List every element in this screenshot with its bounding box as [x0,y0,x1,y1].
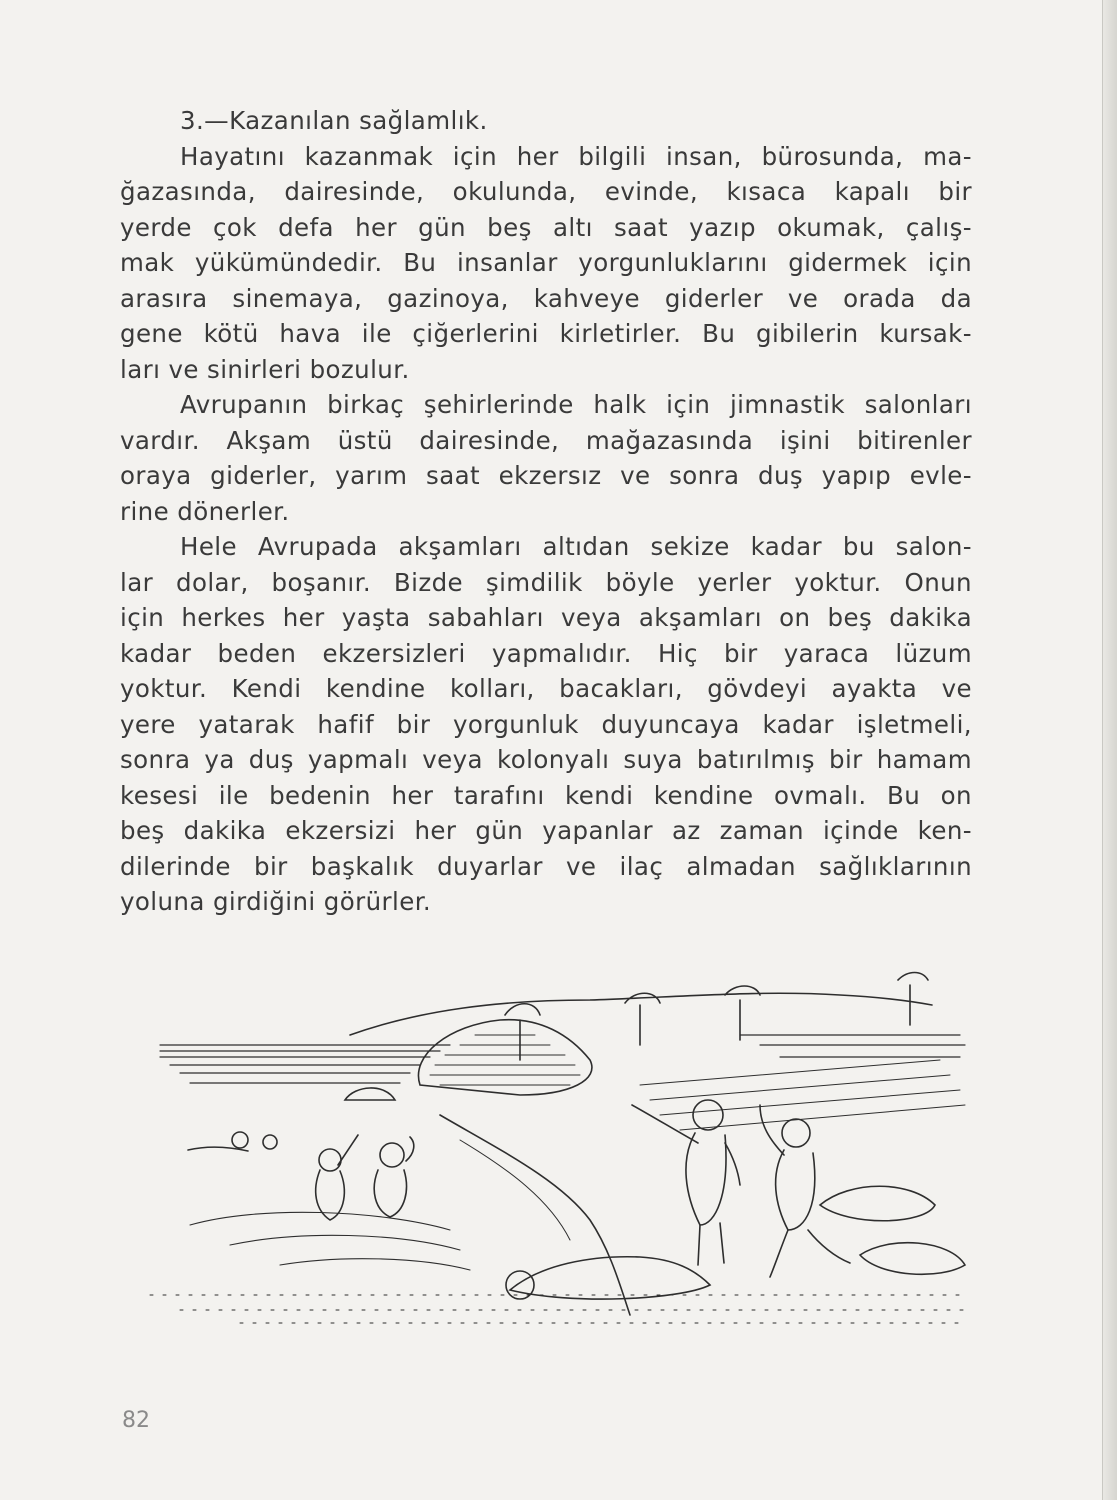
trees [505,973,928,1061]
shore-slope [640,1060,965,1130]
text-line: ları ve sinirleri bozulur. [120,354,410,384]
page-edge-shadow [1102,0,1103,1500]
text-line: yere yatarak hafif bir yorgunluk duyuncaya kadar işletmeli, [120,709,972,739]
text-line: vardır. Akşam üstü dairesinde, mağazasında işini bitirenler [120,425,972,455]
reclining-figure [506,1257,710,1299]
swimmer-far [188,1132,277,1151]
rocky-headland [345,1020,592,1100]
text-line: Hele Avrupada akşamları altıdan sekize kadar bu salon- [180,532,972,561]
text-line: yerde çok defa her gün beş altı saat yazıp okumak, çalış- [120,212,972,242]
text-line: ğazasında, dairesinde, okulunda, evinde, kısaca kapalı bir [120,177,972,206]
rocks-right [820,1186,965,1274]
text-line: beş dakika ekzersizi her gün yapanlar az zaman içinde ken- [120,816,972,845]
page-edge [1103,0,1117,1500]
swimmer-boy-right [374,1137,414,1217]
text-line: arasıra sinemaya, gazinoya, kahveye giderler ve orada da [120,283,972,313]
paragraph [120,387,972,529]
standing-boy [632,1100,740,1265]
text-line: kadar beden ekzersizleri yapmalıdır. Hiç bir yaraca lüzum [120,638,972,668]
beach-ground [150,1295,965,1323]
text-line: Avrupanın birkaç şehirlerinde halk için jimnastik salonları [180,390,972,419]
text-line: Hayatını kazanmak için her bilgili insan, bürosunda, ma- [180,141,972,171]
text-line: oraya giderler, yarım saat ekzersız ve sonra duş yapıp evle- [120,461,972,490]
page-number: 82 [122,1408,150,1433]
text-line: dilerinde bir başkalık duyarlar ve ilaç almadan sağlıklarının [120,851,972,881]
distant-hills [350,993,932,1035]
text-line: sonra ya duş yapmalı veya kolonyalı suya batırılmış bir hamam [120,745,972,774]
swimmer-boy-left [316,1135,358,1220]
text-line: kesesi ile bedenin her tarafını kendi kendine ovmalı. Bu on [120,780,972,810]
text-line: gene kötü hava ile çiğerlerini kirletirler. Bu gibilerin kursak- [120,319,972,348]
paragraph [120,529,972,920]
text-line: yoluna girdiğini görürler. [120,887,432,916]
text-line: lar dolar, boşanır. Bizde şimdilik böyle yerler yoktur. Onun [120,567,972,597]
text-line: için herkes her yaşta sabahları veya akşamları on beş dakika [120,603,972,632]
beach-illustration [120,965,980,1335]
sea-horizon-lines [160,1035,965,1083]
kneeling-boy [760,1105,850,1277]
text-line: yoktur. Kendi kendine kolları, bacakları, gövdeyi ayakta ve [120,674,972,703]
body-text [120,103,972,920]
water-ripples [190,1212,470,1270]
section-heading: 3.—Kazanılan sağlamlık. [180,106,488,135]
text-line: rine dönerler. [120,496,290,526]
text-line: mak yükümündedir. Bu insanlar yorgunluklarını gidermek için [120,248,972,277]
paragraph [120,139,972,388]
